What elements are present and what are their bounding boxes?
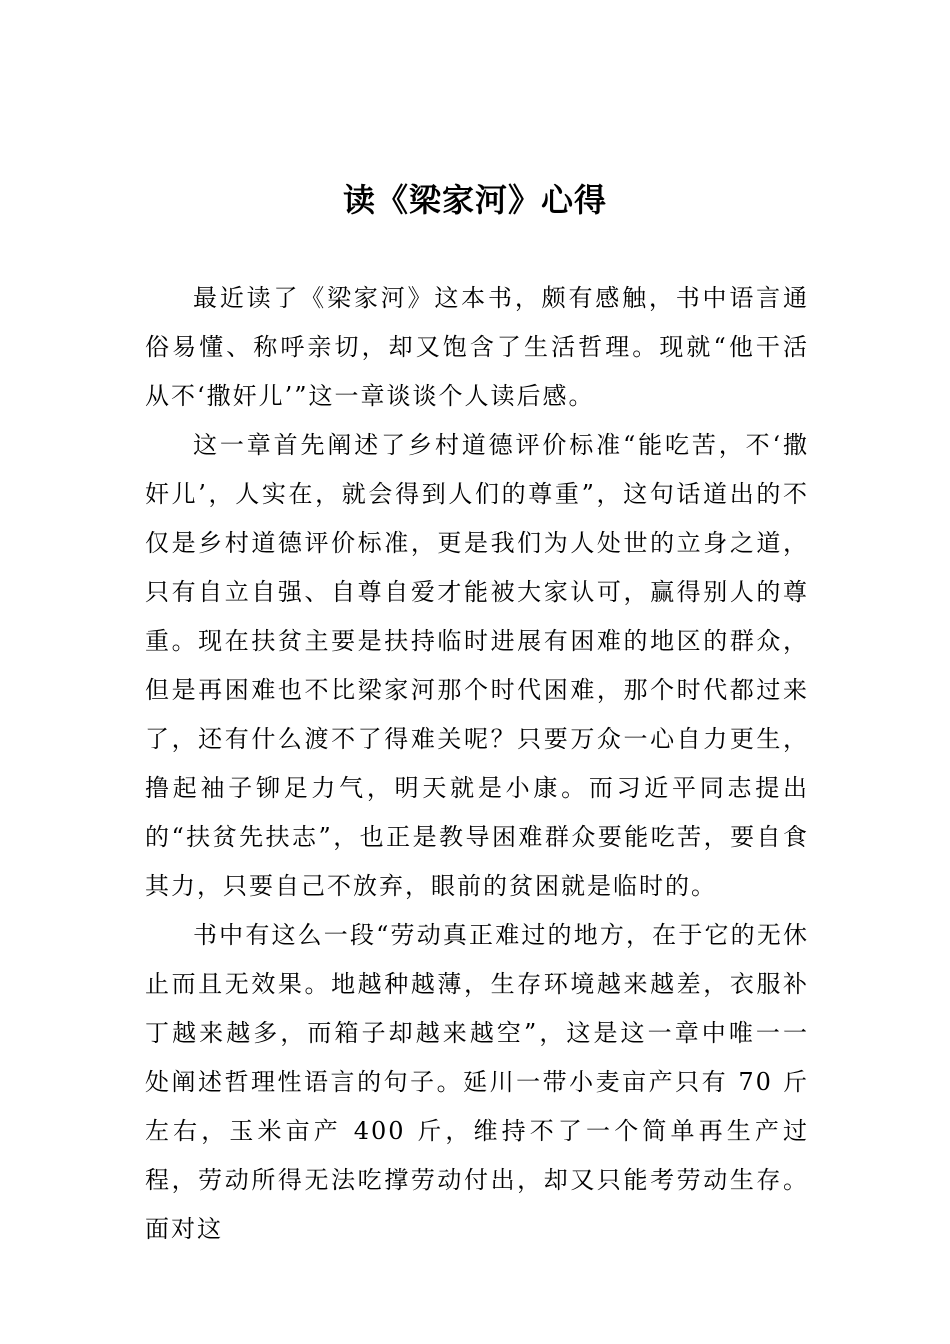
paragraph-3: 书中有这么一段“劳动真正难过的地方，在于它的无休止而且无效果。地越种越薄，生存环境越来越差，衣服补丁越来越多，而箱子却越来越空”，这是这一章中唯一一处阐述哲理性语言的句子。延川一带小麦亩产只有 70 斤左右，玉米亩产 400 斤，维持不了一个简单再生产过程，劳动所得无法吃撑劳动付出，却又只能考劳动生存。面对这: [145, 921, 809, 1243]
document-body: [145, 274, 809, 1254]
document-title: 读《梁家河》心得: [342, 181, 607, 219]
paragraph-1: 最近读了《梁家河》这本书，颇有感触，书中语言通俗易懂、称呼亲切，却又饱含了生活哲理。现就“他干活从不‘撒奸儿’”这一章谈谈个人读后感。: [145, 284, 809, 410]
paragraph-2: 这一章首先阐述了乡村道德评价标准“能吃苦，不‘撒奸儿’，人实在，就会得到人们的尊重”，这句话道出的不仅是乡村道德评价标准，更是我们为人处世的立身之道，只有自立自强、自尊自爱才能被大家认可，赢得别人的尊重。现在扶贫主要是扶持临时进展有困难的地区的群众，但是再困难也不比梁家河那个时代困难，那个时代都过来了，还有什么渡不了得难关呢？只要万众一心自力更生，撸起袖子铆足力气，明天就是小康。而习近平同志提出的“扶贫先扶志”，也正是教导困难群众要能吃苦，要自食其力，只要自己不放弃，眼前的贫困就是临时的。: [145, 431, 809, 900]
